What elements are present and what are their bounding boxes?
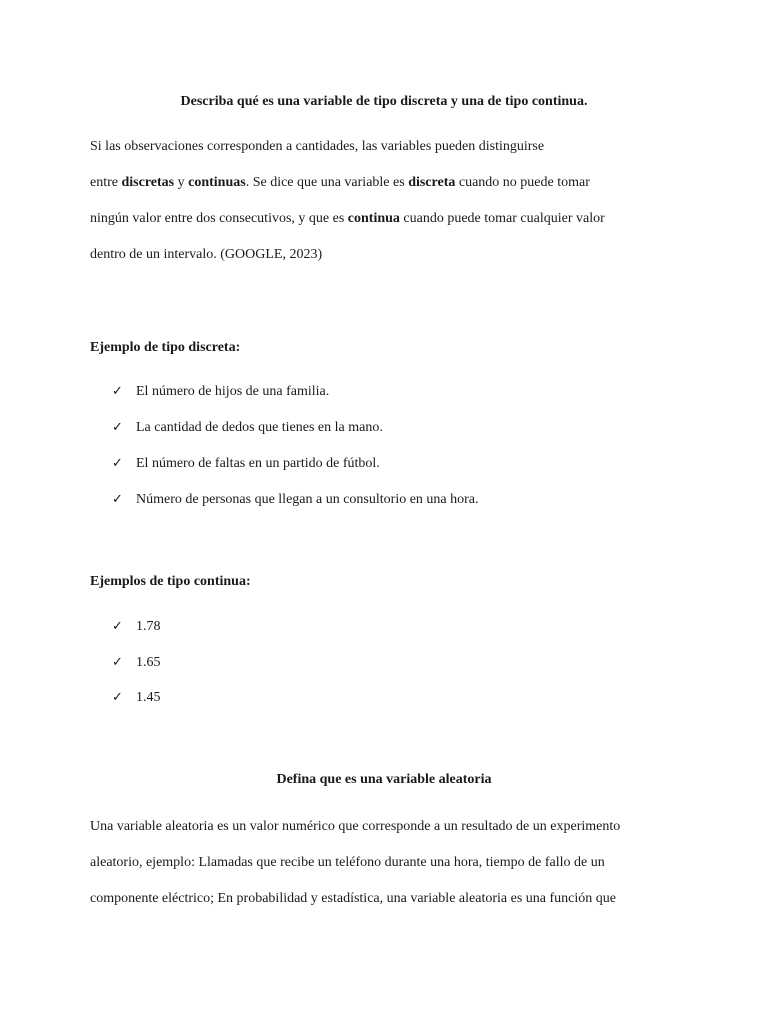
paragraph2-line3: componente eléctrico; En probabilidad y estadística, una variable aleatoria es una función que bbox=[90, 891, 616, 906]
continuous-examples-heading: Ejemplos de tipo continua: bbox=[90, 574, 251, 589]
checkmark-icon: ✓ bbox=[112, 384, 123, 399]
discrete-examples-heading: Ejemplo de tipo discreta: bbox=[90, 340, 241, 355]
list-item: ✓ El número de hijos de una familia. bbox=[112, 384, 330, 399]
checkmark-icon: ✓ bbox=[112, 420, 123, 435]
list-item: ✓ La cantidad de dedos que tienes en la mano. bbox=[112, 420, 383, 435]
checkmark-icon: ✓ bbox=[112, 619, 123, 634]
checkmark-icon: ✓ bbox=[112, 456, 123, 471]
list-item: ✓ El número de faltas en un partido de fútbol. bbox=[112, 456, 380, 471]
heading-random-variable: Defina que es una variable aleatoria bbox=[276, 772, 492, 787]
paragraph1-line4: dentro de un intervalo. (GOOGLE, 2023) bbox=[90, 247, 323, 262]
paragraph2-line1: Una variable aleatoria es un valor numérico que corresponde a un resultado de un experimento bbox=[90, 819, 621, 834]
checkmark-icon: ✓ bbox=[112, 492, 123, 507]
checkmark-icon: ✓ bbox=[112, 690, 123, 705]
list-item: ✓ 1.65 bbox=[112, 655, 161, 670]
list-item: ✓ Número de personas que llegan a un consultorio en una hora. bbox=[112, 492, 479, 507]
paragraph2-line2: aleatorio, ejemplo: Llamadas que recibe un teléfono durante una hora, tiempo de fallo de un bbox=[90, 855, 605, 870]
heading-discrete-continuous: Describa qué es una variable de tipo discreta y una de tipo continua. bbox=[180, 94, 588, 109]
paragraph1-line1: Si las observaciones corresponden a cantidades, las variables pueden distinguirse bbox=[90, 139, 545, 154]
paragraph1-line2: entre discretas y continuas. Se dice que una variable es discreta cuando no puede tomar bbox=[90, 175, 590, 190]
checkmark-icon: ✓ bbox=[112, 655, 123, 670]
list-item: ✓ 1.45 bbox=[112, 690, 161, 705]
paragraph1-line3: ningún valor entre dos consecutivos, y que es continua cuando puede tomar cualquier valor bbox=[90, 211, 605, 226]
list-item: ✓ 1.78 bbox=[112, 619, 161, 634]
